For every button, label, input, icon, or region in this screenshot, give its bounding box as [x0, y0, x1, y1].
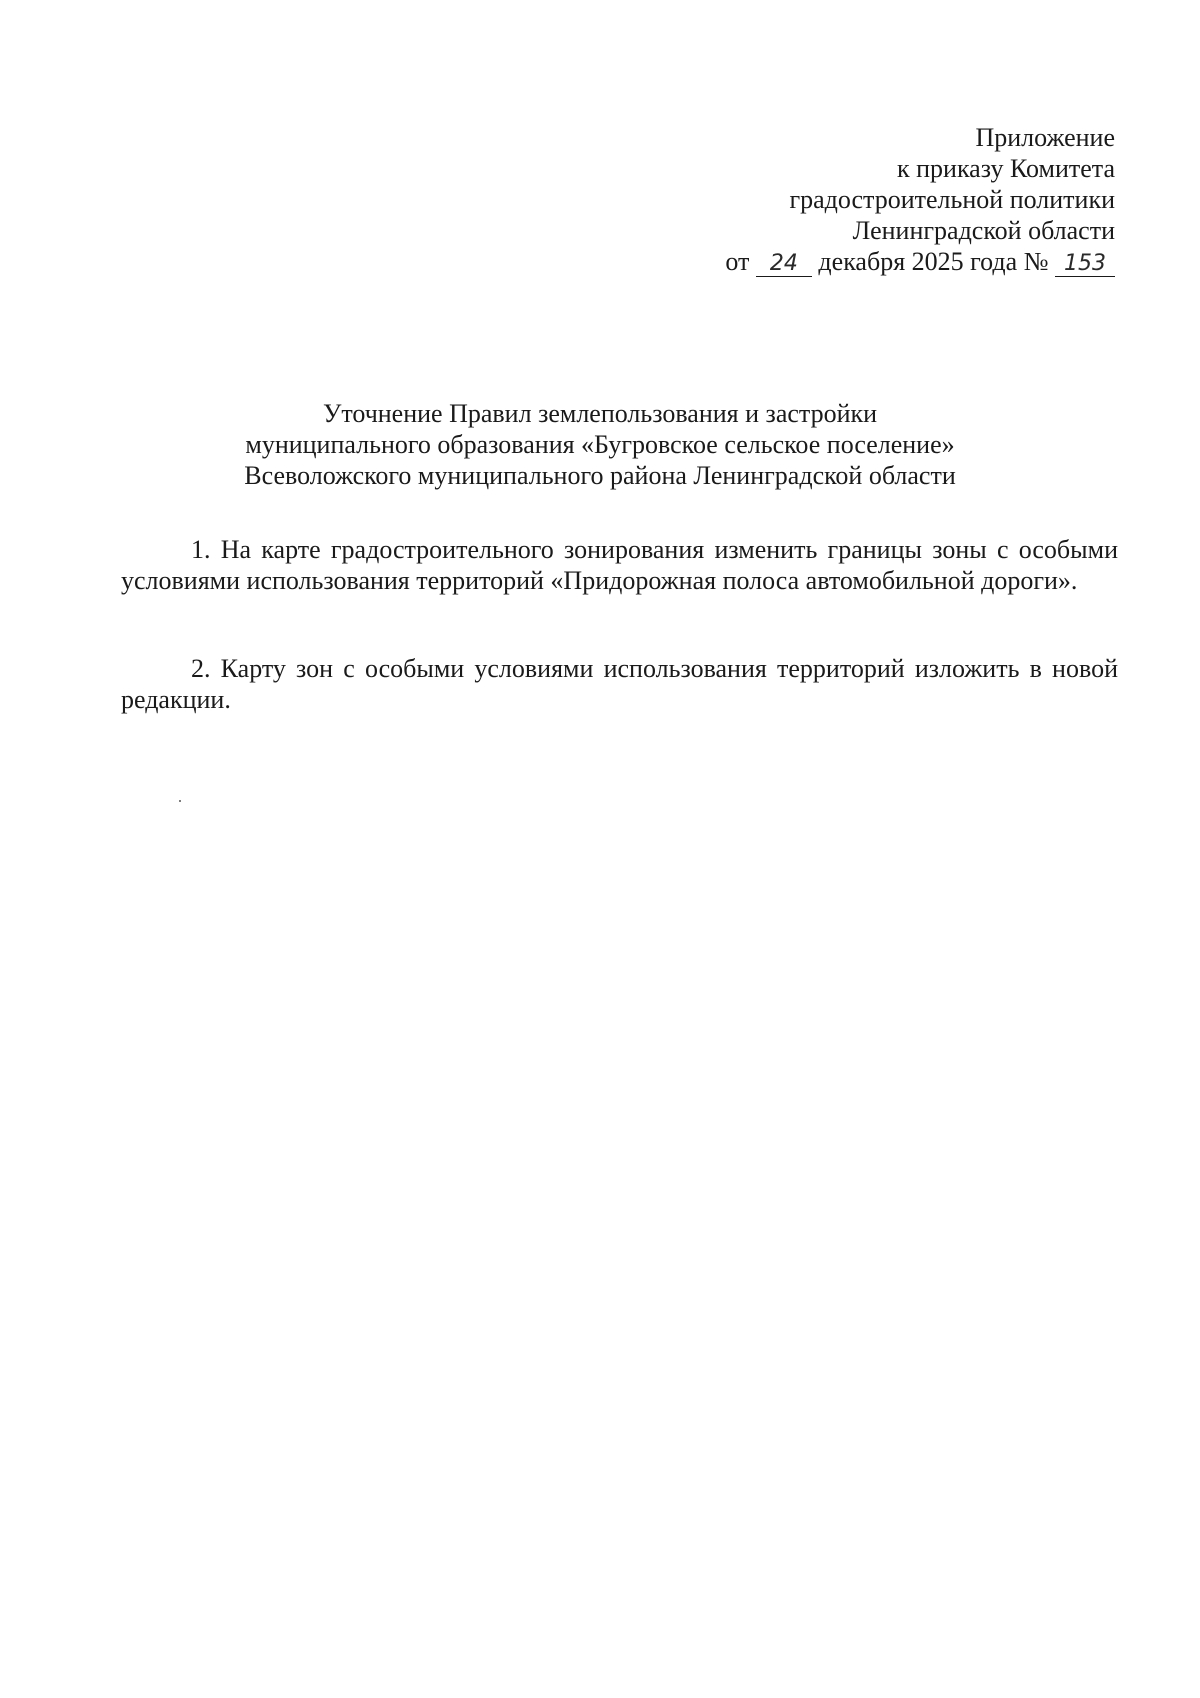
handwritten-day: 24	[756, 252, 812, 277]
title-line-1: Уточнение Правил землепользования и застройки	[322, 399, 878, 428]
annex-region: Ленинградской области	[852, 216, 1115, 245]
scan-speck	[179, 800, 181, 802]
annex-title: Приложение	[975, 123, 1115, 152]
body-item-2: 2. Карту зон с особыми условиями использования территорий изложить в новой редакции.	[121, 654, 1118, 714]
annex-committee-name: градостроительной политики	[789, 185, 1115, 214]
title-line-2: муниципального образования «Бугровское сельское поселение»	[245, 430, 955, 459]
date-prefix: от	[725, 247, 750, 276]
body-item-1: 1. На карте градостроительного зонирования изменить границы зоны с особыми условиями использования территорий «Придорожная полоса автомобильной дороги».	[121, 535, 1118, 595]
annex-date-line	[725, 246, 1115, 277]
date-text: декабря 2025 года №	[818, 247, 1049, 276]
annex-header	[725, 122, 1115, 277]
title-line-3: Всеволожского муниципального района Ленинградской области	[244, 461, 956, 490]
annex-order-reference: к приказу Комитета	[896, 154, 1115, 183]
handwritten-order-number: 153	[1055, 252, 1115, 277]
document-title	[120, 398, 1080, 491]
